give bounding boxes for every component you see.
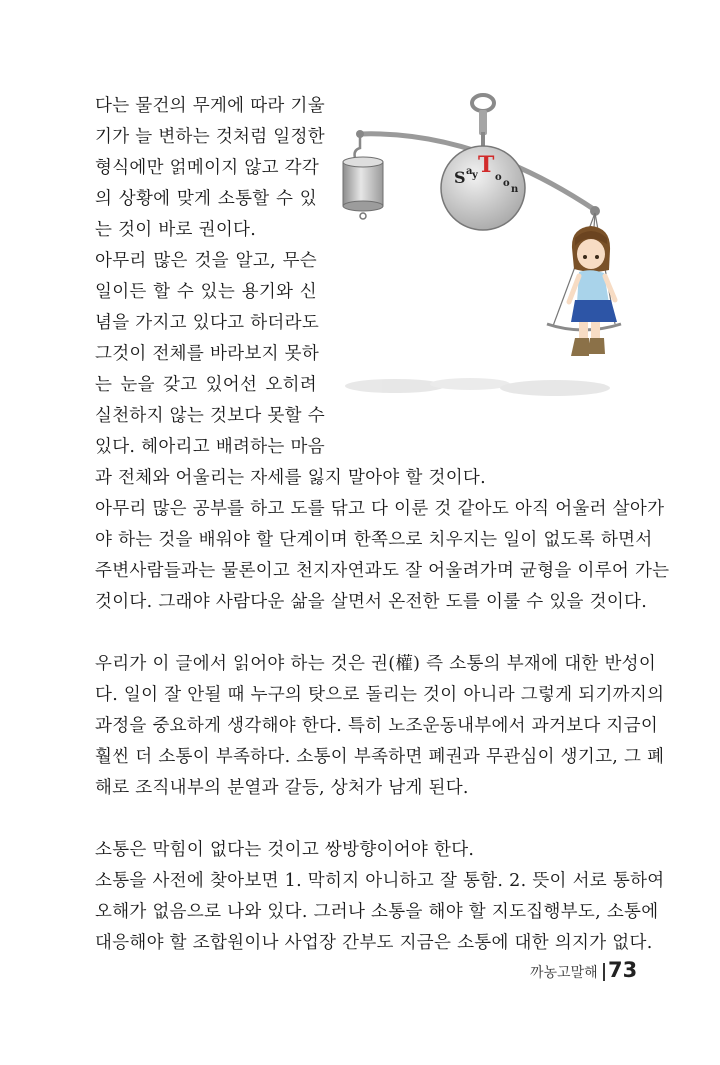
body-line: 대응해야 할 조합원이나 사업장 간부도 지금은 소통에 대한 의지가 없다. <box>95 933 653 953</box>
body-line: 소통을 사전에 찾아보면 1. 막히지 아니하고 잘 통함. 2. 뜻이 서로 통하여 <box>95 871 665 891</box>
body-line: 아무리 많은 공부를 하고 도를 닦고 다 이룬 것 같아도 아직 어울러 살아가 <box>95 499 665 519</box>
body-line: 주변사람들과는 물론이고 천지자연과도 잘 어울려가며 균형을 이루어 가는 <box>95 561 670 581</box>
logo-letter: S <box>454 168 466 187</box>
body-line: 다는 물건의 무게에 따라 기울 <box>95 96 325 116</box>
cylinder-weight <box>343 134 383 219</box>
balance-scale-illustration <box>325 88 625 408</box>
logo-letter: n <box>511 184 519 195</box>
body-line: 일이든 할 수 있는 용기와 신 <box>95 282 317 302</box>
body-line: 우리가 이 글에서 읽어야 하는 것은 권(權) 즉 소통의 부재에 대한 반성이 <box>95 654 657 674</box>
floor-shadow <box>345 378 610 396</box>
body-line: 해로 조직내부의 분열과 갈등, 상처가 남게 된다. <box>95 778 469 798</box>
scale-hook <box>472 95 494 135</box>
logo-letter: a <box>466 166 473 177</box>
logo-letter: T <box>478 152 495 178</box>
page-number: 73 <box>608 958 638 982</box>
body-line: 기가 늘 변하는 것처럼 일정한 <box>95 127 325 147</box>
body-line: 다. 일이 잘 안될 때 누구의 탓으로 돌리는 것이 아니라 그렇게 되기까지의 <box>95 685 665 705</box>
body-line: 과 전체와 어울리는 자세를 잃지 말아야 할 것이다. <box>95 468 487 488</box>
logo-letter: o <box>503 178 510 189</box>
body-line: 소통은 막힘이 없다는 것이고 쌍방향이어야 한다. <box>95 840 475 860</box>
body-line: 형식에만 얽메이지 않고 각각 <box>95 158 320 178</box>
body-line: 그것이 전체를 바라보지 못하 <box>95 344 320 364</box>
body-line: 훨씬 더 소통이 부족하다. 소통이 부족하면 폐권과 무관심이 생기고, 그 폐 <box>95 747 665 767</box>
body-line: 는 눈을 갖고 있어선 오히려 <box>95 375 317 395</box>
body-line: 아무리 많은 것을 알고, 무슨 <box>95 251 317 271</box>
body-line: 념을 가지고 있다고 하더라도 <box>95 313 320 333</box>
body-line: 과정을 중요하게 생각해야 한다. 특히 노조운동내부에서 과거보다 지금이 <box>95 716 659 736</box>
body-line: 것이다. 그래야 사람다운 삶을 살면서 온전한 도를 이룰 수 있을 것이다. <box>95 592 648 612</box>
body-line: 오해가 없음으로 나와 있다. 그러나 소통을 해야 할 지도집행부도, 소통에 <box>95 902 659 922</box>
body-line: 야 하는 것을 배워야 할 단계이며 한쪽으로 치우지는 일이 없도록 하면서 <box>95 530 653 550</box>
logo-letter: o <box>495 172 502 183</box>
body-line: 실천하지 않는 것보다 못할 수 <box>95 406 325 426</box>
body-line: 는 것이 바로 권이다. <box>95 220 257 240</box>
body-line: 의 상황에 맞게 소통할 수 있 <box>95 189 317 209</box>
girl-figure <box>569 226 617 356</box>
section-label: 까농고말해 <box>530 965 598 981</box>
body-line: 있다. 헤아리고 배려하는 마음 <box>95 437 325 457</box>
footer-divider <box>603 963 605 981</box>
logo-letter: y <box>472 170 478 181</box>
